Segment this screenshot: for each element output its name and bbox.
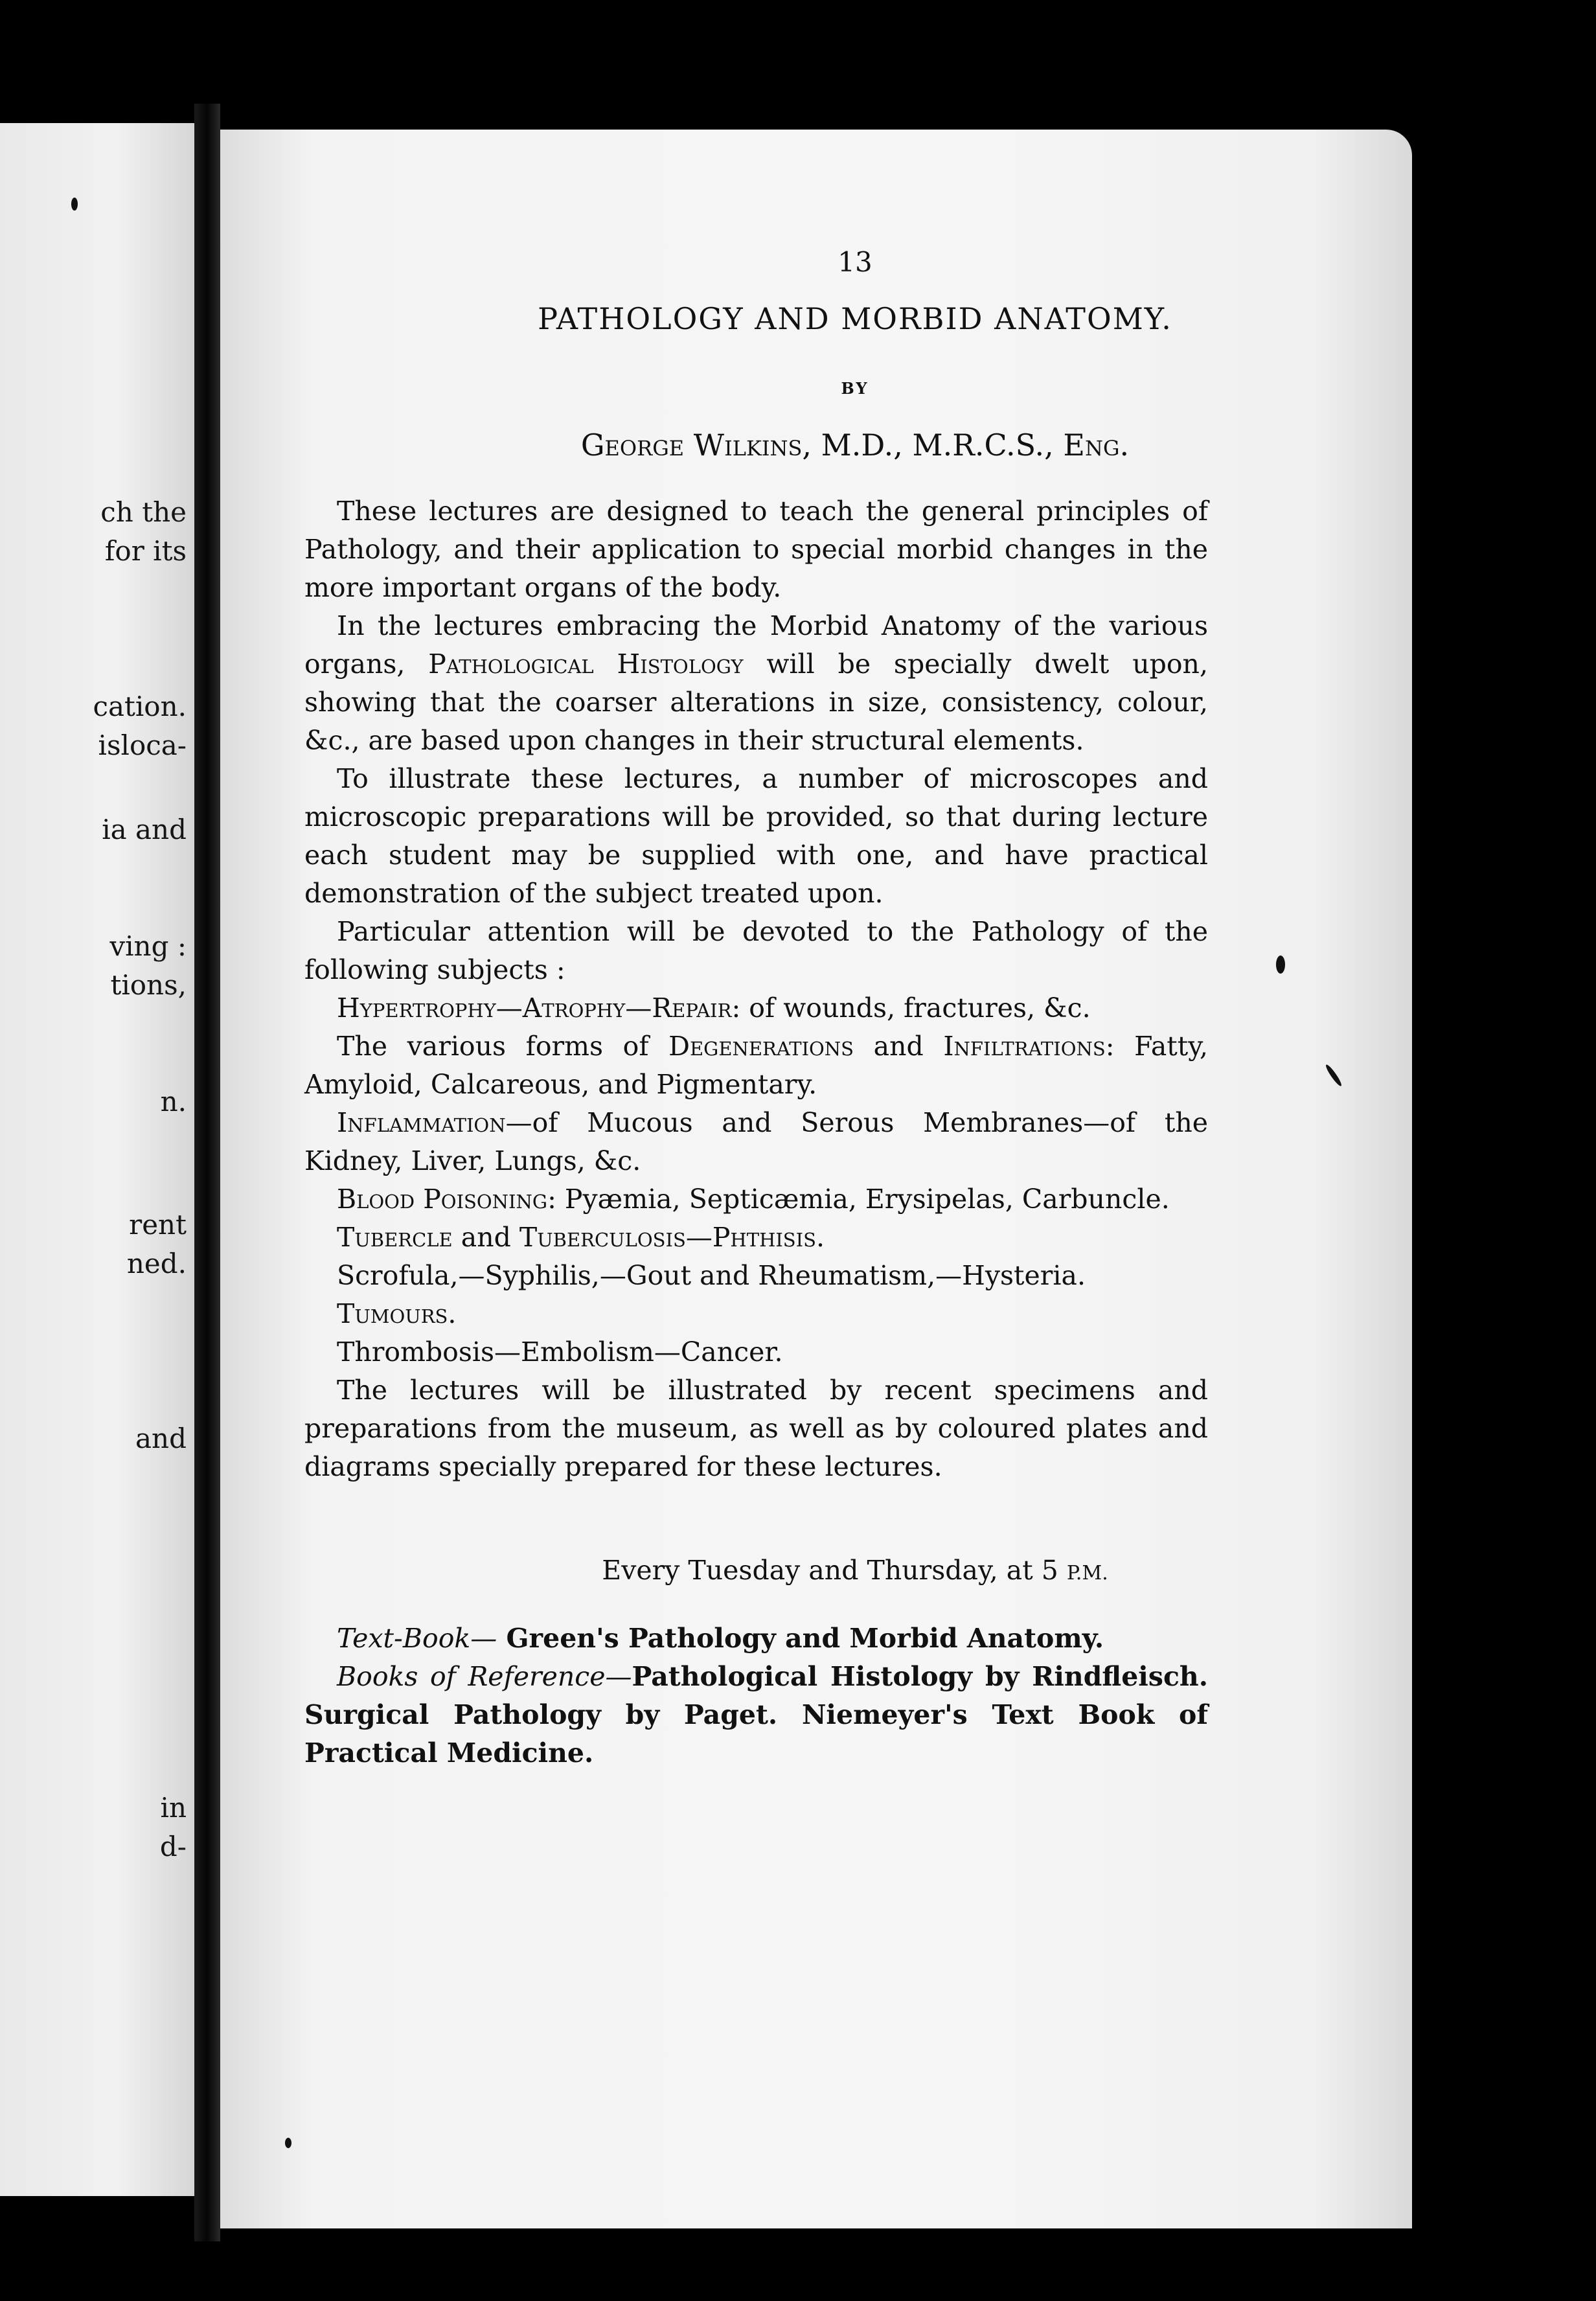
paragraph: In the lectures embracing the Morbid Anatomy of the various organs, Pathological Histology will be specially dwelt upon, showing that the coarser alterations in size, consistency, colour, &c., are based upon changes in their structural elements.: [304, 610, 1208, 756]
scan-speck: [71, 198, 78, 211]
subject-item: Blood Poisoning: Pyæmia, Septicæmia, Erysipelas, Carbuncle.: [337, 1184, 1170, 1215]
left-fragment: ia and: [102, 814, 187, 845]
book-gutter: [194, 104, 220, 2241]
scan-speck: [285, 2138, 291, 2148]
subject-item: Hypertrophy—Atrophy—Repair: of wounds, fractures, &c.: [337, 992, 1091, 1024]
left-fragment: tions,: [110, 969, 187, 1001]
left-fragment: cation.: [93, 691, 187, 722]
page-title: PATHOLOGY AND MORBID ANATOMY.: [538, 301, 1172, 336]
subject-item: Thrombosis—Embolism—Cancer.: [337, 1336, 783, 1368]
left-fragment: d-: [159, 1831, 187, 1862]
left-fragment: ving :: [109, 930, 187, 962]
left-fragment: in: [160, 1792, 187, 1824]
paragraph: Particular attention will be devoted to the Pathology of the following subjects :: [304, 916, 1208, 985]
byline-label: BY: [841, 379, 869, 398]
subject-item: Tubercle and Tuberculosis—Phthisis.: [337, 1222, 825, 1253]
reference-line: Books of Reference—Pathological Histology by Rindfleisch. Surgical Pathology by Paget. Niemeyer's Text Book of Practical Medicine.: [304, 1661, 1209, 1769]
subject-item: Tumours.: [337, 1298, 457, 1329]
main-page: [220, 130, 1412, 2228]
author-line: George Wilkins, M.D., M.R.C.S., Eng.: [580, 428, 1130, 463]
left-fragment: isloca-: [98, 729, 187, 761]
left-fragment: ch the: [100, 496, 187, 528]
book-list: [304, 1620, 1208, 1772]
scan-speck: [1276, 956, 1285, 974]
lecture-description: [304, 492, 1208, 1486]
left-facing-page: [0, 123, 194, 2196]
paragraph: The lectures will be illustrated by recent specimens and preparations from the museum, as well as by coloured plates and diagrams specially prepared for these lectures.: [304, 1375, 1208, 1482]
lecture-schedule: Every Tuesday and Thursday, at 5 P.M.: [602, 1555, 1108, 1586]
left-fragment: and: [135, 1423, 187, 1454]
left-fragment: ned.: [126, 1248, 187, 1279]
paragraph: To illustrate these lectures, a number of microscopes and microscopic preparations will be provided, so that during lecture each student may be supplied with one, and have practical demonstration of the subject treated upon.: [304, 763, 1208, 909]
subject-item: The various forms of Degenerations and Infiltrations: Fatty, Amyloid, Calcareous, and Pigmentary.: [304, 1031, 1208, 1100]
left-fragment: for its: [104, 535, 187, 567]
textbook-line: Text-Book— Green's Pathology and Morbid Anatomy.: [337, 1623, 1104, 1654]
paragraph: These lectures are designed to teach the general principles of Pathology, and their application to special morbid changes in the more important organs of the body.: [304, 496, 1208, 603]
left-fragment: rent: [129, 1209, 187, 1241]
subject-item: Scrofula,—Syphilis,—Gout and Rheumatism,—Hysteria.: [337, 1260, 1086, 1291]
left-fragment: n.: [160, 1086, 187, 1117]
page-number: 13: [838, 246, 872, 278]
subject-item: Inflammation—of Mucous and Serous Membranes—of the Kidney, Liver, Lungs, &c.: [304, 1107, 1208, 1176]
